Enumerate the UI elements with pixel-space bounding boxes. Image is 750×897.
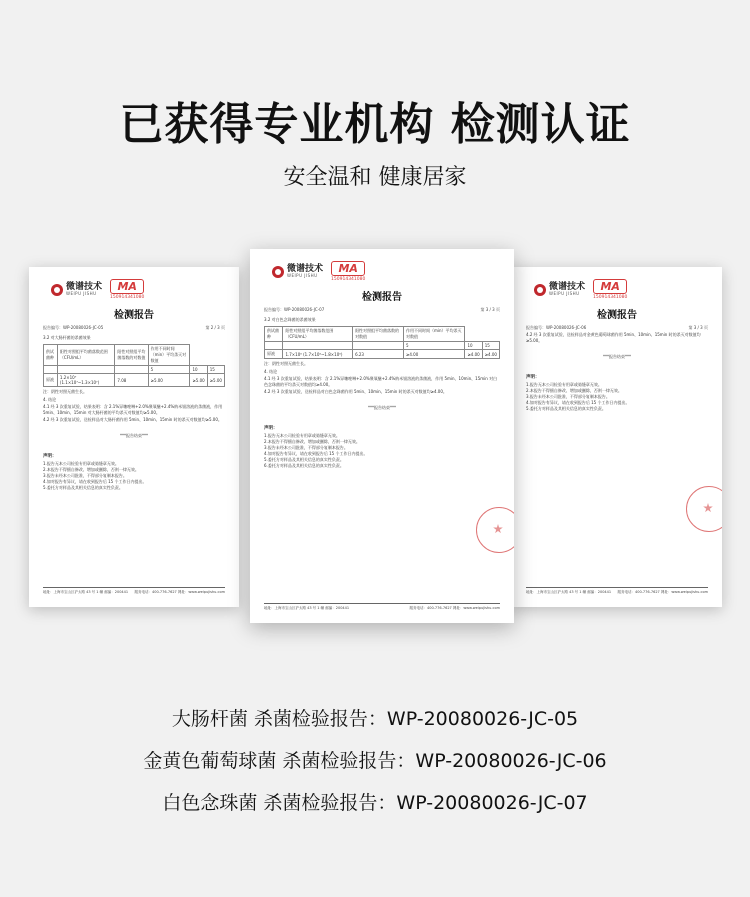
table-row [44,366,225,374]
table-cell [115,366,148,374]
results-table [264,326,500,359]
logo-brand-cn: 微谱技术 [549,282,586,292]
results-table [43,344,225,387]
conclusion-heading: 4. 结论 [43,397,57,402]
table-cell [283,342,353,350]
table-cell: 供试菌种 [44,345,58,366]
report-header [51,279,229,300]
table-cell: ≥4.00 [404,350,465,359]
report-footer [526,587,708,595]
table-cell: 10 [190,366,207,374]
cma-certification-mark [593,279,627,300]
report-footer [264,603,500,611]
report-meta [43,325,225,331]
logo-mark-icon [51,284,63,296]
report-meta [526,325,708,331]
conclusion-paragraph: 4.1 经 3 次重复试验，结果表明：含 2.1%异噻唑啉+2.0%聚氧醚+2.4%纳米银溶液的杀菌液，作用 5min、10min、15min 对大肠杆菌的平均杀灭对数值均≥5.00。 [43,404,223,415]
footer-contact: 服务电话：400-776-7627 网址：www.weipujishu.com [617,590,708,594]
declaration-heading: 声明： [43,454,57,459]
caption-staphylococcus: 金黄色葡萄球菌 杀菌检验报告：WP-20080026-JC-06 [143,750,607,772]
logo-mark-icon [272,266,284,278]
report-number: 报告编号：WP-20080026-JC-07 [264,307,325,312]
declaration-item: 3.报告未经本公司批准，不得部分复制本报告。 [43,473,127,478]
table-note: 注：阴性对照无菌生长。 [264,361,308,366]
declaration-item: 1.报告无本公司检验专用章或骑缝章无效。 [43,461,119,466]
logo-brand-en: WEIPU JISHU [549,291,580,296]
table-cell: 15 [207,366,224,374]
caption-list [0,702,750,828]
logo-text [549,283,585,296]
footer-contact: 服务电话：400-776-7627 网址：www.weipujishu.com [409,606,500,610]
table-cell: ≥5.00 [148,374,190,387]
official-seal-stamp [476,507,514,553]
report-title: 检测报告 [597,310,637,321]
table-cell [44,366,58,374]
table-cell [353,342,404,350]
table-row [265,342,500,350]
declaration-item: 6.委托方对样品及其相关信息的真实性负责。 [264,463,344,468]
official-seal-stamp [686,486,722,532]
logo-brand-cn: 微谱技术 [66,282,103,292]
footer-address: 地址：上海市宝山区沪太路 43 号 1 幢 邮编：200441 [43,590,129,594]
table-row [265,327,500,342]
declaration-heading: 声明： [526,375,540,380]
table-cell: 供试菌种 [265,327,283,342]
report-number: 报告编号：WP-20080026-JC-05 [43,325,104,330]
declaration-heading: 声明： [264,426,278,431]
table-cell: 原液 [265,350,283,359]
report-end-marker: ***报告结束*** [120,433,148,438]
report-document-left [29,267,239,607]
section-heading: 3.2 对大肠杆菌的杀菌效果 [43,335,91,340]
table-note: 注：阴性对照无菌生长。 [43,389,87,394]
declaration-item: 2.本报告不得擅自修改、增加或删除，否则一律无效。 [526,388,622,393]
report-document-right [512,267,722,607]
page-number: 第 2 / 3 页 [205,325,225,330]
logo-text [287,265,323,278]
declaration-item: 4.如对报告有异议，请在收到报告后 15 个工作日内提出。 [43,479,147,484]
logo-brand-en: WEIPU JISHU [66,291,97,296]
logo-text [66,283,102,296]
table-cell: 7.08 [115,374,148,387]
page-number: 第 3 / 3 页 [480,307,500,312]
table-cell: 阳性对照组平均菌落数的对数值 [353,327,404,342]
cma-certification-mark [110,279,144,300]
caption-candida: 白色念珠菌 杀菌检验报告：WP-20080026-JC-07 [162,792,588,814]
conclusion-paragraph: 4.2 经 3 次重复试验，送检样品对大肠杆菌作用 5min、10min、15min 时的杀灭对数值均≥5.00。 [43,417,222,422]
table-cell: 阳性对照组平均菌落数范围（CFU/mL） [57,345,114,366]
declaration-item: 4.如对报告有异议，请在收到报告后 15 个工作日内提出。 [264,451,368,456]
declaration-item: 5.委托方对样品及其相关信息的真实性负责。 [43,485,123,490]
report-end-marker: ***报告结束*** [368,405,396,410]
footer-contact: 服务电话：400-776-7627 网址：www.weipujishu.com [134,590,225,594]
table-row [265,350,500,359]
report-header [272,261,504,282]
table-cell: ≥4.00 [482,350,499,359]
conclusion-paragraph: 4.2 经 3 次重复试验，送检样品对金黄色葡萄球菌作用 5min、10min、15min 时的杀灭对数值均≥5.00。 [526,332,701,343]
table-cell: 1.7×10⁶ (1.7×10⁶~1.8×10⁶) [283,350,353,359]
caption-e-coli: 大肠杆菌 杀菌检验报告：WP-20080026-JC-05 [171,708,579,730]
company-logo [51,283,102,296]
ma-number: 150914341080 [331,277,366,282]
table-cell: 1.2×10⁷ (1.1×10⁷~1.3×10⁷) [57,374,114,387]
table-cell [265,342,283,350]
table-cell: 阳性对照组平均菌落数范围（CFU/mL） [283,327,353,342]
declaration-item: 1.报告无本公司检验专用章或骑缝章无效。 [264,433,340,438]
table-cell [57,366,114,374]
conclusion-paragraph: 4.2 经 3 次重复试验，送检样品对白色念珠菌作用 5min、10min、15min 时的杀灭对数值均≥4.00。 [264,389,447,394]
report-number: 报告编号：WP-20080026-JC-06 [526,325,587,330]
report-footer [43,587,225,595]
section-heading: 3.2 对白色念珠菌的杀菌效果 [264,317,316,322]
declaration-item: 2.本报告不得擅自修改、增加或删除，否则一律无效。 [43,467,139,472]
declaration-item: 5.委托方对样品及其相关信息的真实性负责。 [526,406,606,411]
report-meta [264,307,500,313]
ma-logo: MA [593,279,627,294]
logo-brand-cn: 微谱技术 [287,264,324,274]
cma-certification-mark [331,261,365,282]
report-end-marker: ***报告结束*** [603,354,631,359]
report-title: 检测报告 [362,292,402,303]
declaration-item: 2.本报告不得擅自修改、增加或删除，否则一律无效。 [264,439,360,444]
footer-address: 地址：上海市宝山区沪太路 43 号 1 幢 邮编：200441 [526,590,612,594]
table-cell: 10 [465,342,482,350]
declaration-item: 1.报告无本公司检验专用章或骑缝章无效。 [526,382,602,387]
table-row [44,345,225,366]
table-cell: 5 [404,342,465,350]
table-cell: ≥4.00 [465,350,482,359]
table-cell: 15 [482,342,499,350]
declaration-item: 3.报告未经本公司批准，不得部分复制本报告。 [526,394,610,399]
declaration-item: 4.如对报告有异议，请在收到报告后 15 个工作日内提出。 [526,400,630,405]
table-cell: 作用不同时间（min）平均杀灭对数值 [148,345,190,366]
logo-brand-en: WEIPU JISHU [287,273,318,278]
headline: 已获得专业机构 检测认证 [119,99,631,150]
ma-number: 150914341080 [593,295,628,300]
table-cell: 原液 [44,374,58,387]
subheadline: 安全温和 健康居家 [283,165,467,190]
ma-logo: MA [110,279,144,294]
company-logo [272,265,323,278]
table-cell: ≥5.00 [207,374,224,387]
report-document-center [250,249,514,623]
ma-number: 150914341080 [110,295,145,300]
declaration-item: 3.报告未经本公司批准，不得部分复制本报告。 [264,445,348,450]
table-cell: 作用不同时间（min）平均杀灭对数值 [404,327,465,342]
conclusion-paragraph: 4.1 经 3 次重复试验，结果表明：含 2.1%异噻唑啉+2.0%聚氧醚+2.4%纳米银溶液的杀菌液，作用 5min、10min、15min 对白色念珠菌的平均杀灭对数值均≥4.00。 [264,376,498,387]
table-cell: 阳性对照组平均菌落数的对数值 [115,345,148,366]
logo-mark-icon [534,284,546,296]
table-cell: 6.23 [353,350,404,359]
page-number: 第 3 / 3 页 [688,325,708,330]
ma-logo: MA [331,261,365,276]
company-logo [534,283,585,296]
conclusion-heading: 4. 结论 [264,369,278,374]
declaration-item: 5.委托方对样品及其相关信息的真实性负责。 [264,457,344,462]
table-cell: ≥5.00 [190,374,207,387]
report-title: 检测报告 [114,310,154,321]
table-row [44,374,225,387]
footer-address: 地址：上海市宝山区沪太路 43 号 1 幢 邮编：200441 [264,606,350,610]
report-header [534,279,712,300]
table-cell: 5 [148,366,190,374]
